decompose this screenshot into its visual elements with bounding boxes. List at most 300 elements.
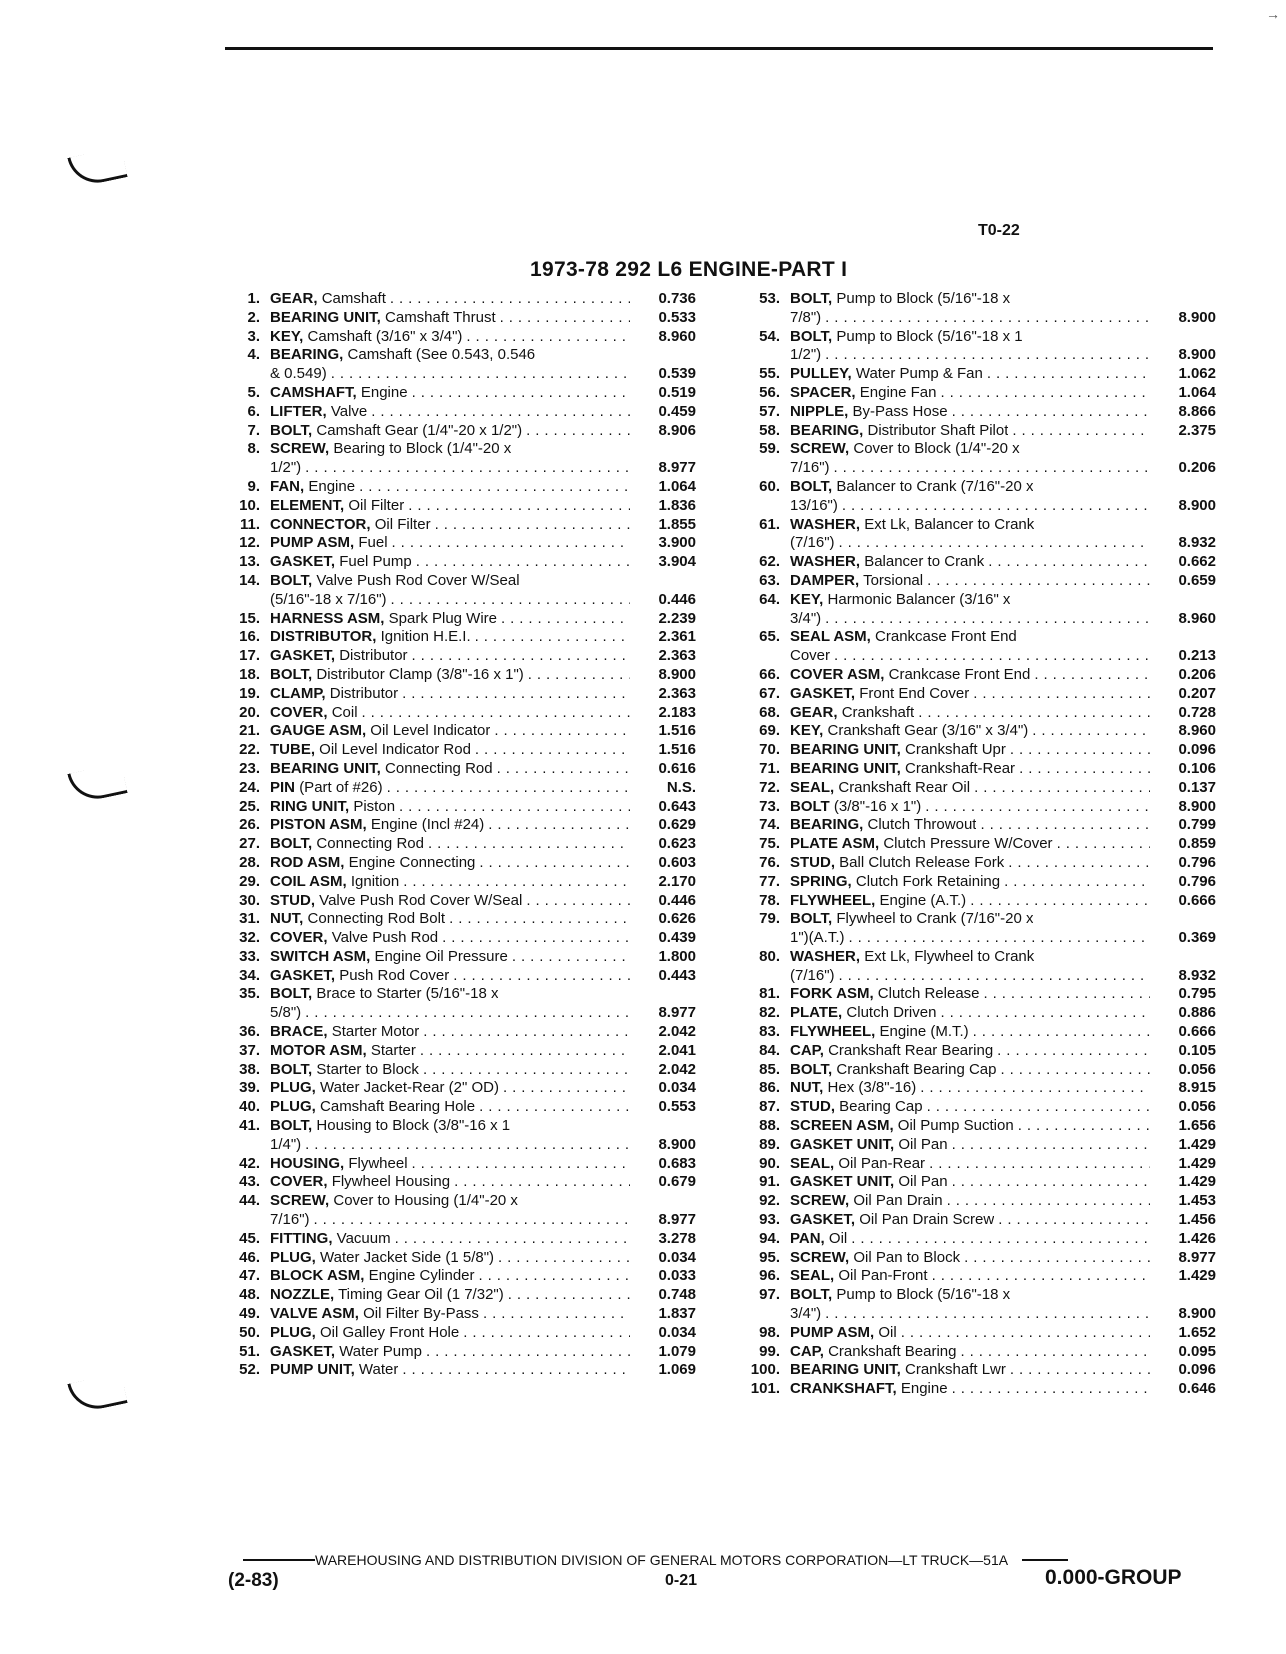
description-text <box>270 685 398 704</box>
description-line <box>270 985 630 1004</box>
description-text <box>790 497 838 516</box>
part-group-number: 0.519 <box>658 383 696 401</box>
part-name: BEARING UNIT, <box>270 308 381 326</box>
part-number: 36. <box>239 1023 260 1041</box>
part-description <box>790 873 1150 892</box>
part-number: 21. <box>239 722 260 740</box>
corner-mark: → <box>1266 6 1280 22</box>
description-text <box>270 365 327 384</box>
part-group-number: 2.042 <box>658 1023 696 1041</box>
part-detail: Connecting Rod Bolt <box>307 910 446 928</box>
description-line <box>790 1042 1150 1061</box>
part-description <box>270 1305 630 1324</box>
description-text <box>790 440 1020 459</box>
description-line <box>790 1079 1150 1098</box>
dot-leader <box>969 1023 1150 1042</box>
description-line <box>270 365 630 384</box>
part-name: GASKET UNIT, <box>790 1173 895 1191</box>
part-group-number: 0.886 <box>1178 1004 1216 1022</box>
part-detail: (7/16") <box>790 534 835 552</box>
part-number: 83. <box>759 1023 780 1041</box>
part-row <box>220 1361 696 1380</box>
dot-leader <box>395 798 630 817</box>
part-row <box>220 967 696 986</box>
part-row <box>740 798 1216 817</box>
part-description <box>270 1343 630 1362</box>
part-detail: Oil Pan <box>898 1173 948 1191</box>
part-detail: 1/2") <box>270 459 302 477</box>
description-text <box>270 290 386 309</box>
part-row <box>220 328 696 347</box>
part-number: 55. <box>759 365 780 383</box>
part-group-number: 2.042 <box>658 1060 696 1078</box>
part-group-number: 0.137 <box>1178 778 1216 796</box>
dot-leader <box>821 309 1150 328</box>
part-group-number: 8.900 <box>1178 797 1216 815</box>
dot-leader <box>471 741 630 760</box>
part-number: 14. <box>239 571 260 589</box>
part-name: SCREW, <box>790 1192 850 1210</box>
part-detail: Oil Pan to Block <box>853 1248 961 1266</box>
part-group-number: 1.855 <box>658 515 696 533</box>
part-detail: Ignition <box>350 872 400 890</box>
part-number: 86. <box>759 1079 780 1097</box>
description-line <box>790 572 1150 591</box>
dot-leader <box>969 685 1150 704</box>
part-name: COVER, <box>270 703 328 721</box>
description-line <box>790 516 1150 535</box>
part-group-number: 0.056 <box>1178 1098 1216 1116</box>
description-text <box>270 553 412 572</box>
description-text <box>270 1324 459 1343</box>
part-description <box>790 722 1150 741</box>
part-detail: Crankshaft <box>841 703 915 721</box>
part-detail: Water Pump & Fan <box>855 365 983 383</box>
part-number: 4. <box>247 346 260 364</box>
part-detail: Harmonic Balancer (3/16" x <box>827 590 1011 608</box>
description-text <box>270 1267 475 1286</box>
part-group-number: 2.239 <box>658 609 696 627</box>
part-detail: (5/16"-18 x 7/16") <box>270 590 387 608</box>
description-text <box>790 1098 923 1117</box>
part-group-number: 1.429 <box>1178 1154 1216 1172</box>
description-text <box>270 309 496 328</box>
part-number: 3. <box>247 327 260 345</box>
description-line <box>790 1098 1150 1117</box>
description-text <box>270 666 524 685</box>
part-group-number: 0.799 <box>1178 816 1216 834</box>
description-line <box>790 1286 1150 1305</box>
part-number: 16. <box>239 628 260 646</box>
description-line <box>270 892 630 911</box>
description-text <box>790 892 966 911</box>
part-row <box>220 1042 696 1061</box>
part-row <box>220 647 696 666</box>
dot-leader <box>475 854 630 873</box>
dot-leader <box>387 591 630 610</box>
part-detail: 1/4") <box>270 1135 302 1153</box>
part-group-number: 1.069 <box>658 1361 696 1379</box>
binder-hole-mark <box>67 147 127 189</box>
dot-leader <box>923 1098 1150 1117</box>
part-group-number: 0.643 <box>658 797 696 815</box>
part-row <box>220 1324 696 1343</box>
part-group-number: 8.977 <box>1178 1248 1216 1266</box>
description-line <box>270 309 630 328</box>
part-row <box>740 328 1216 366</box>
description-text <box>270 1098 475 1117</box>
description-line <box>270 1305 630 1324</box>
part-detail: Balancer to Crank <box>864 553 985 571</box>
description-text <box>790 1324 897 1343</box>
description-line <box>790 628 1150 647</box>
part-name: CAP, <box>790 1342 824 1360</box>
dot-leader <box>419 1061 630 1080</box>
description-line <box>790 892 1150 911</box>
dot-leader <box>956 1343 1150 1362</box>
description-line <box>270 1211 630 1230</box>
part-name: CLAMP, <box>270 684 326 702</box>
dot-leader <box>984 553 1150 572</box>
part-description <box>270 948 630 967</box>
description-line <box>270 516 630 535</box>
part-name: SCREW, <box>270 440 330 458</box>
part-row <box>740 666 1216 685</box>
part-description <box>270 346 630 384</box>
dot-leader <box>475 1098 630 1117</box>
part-group-number: N.S. <box>666 778 696 796</box>
description-text <box>270 835 424 854</box>
description-text <box>270 1361 398 1380</box>
part-number: 11. <box>239 515 260 533</box>
part-description <box>270 779 630 798</box>
dot-leader <box>484 816 630 835</box>
dot-leader <box>1006 1361 1150 1380</box>
dot-leader <box>835 967 1150 986</box>
part-group-number: 2.361 <box>658 628 696 646</box>
part-group-number: 1.064 <box>1178 383 1216 401</box>
description-text <box>790 1380 948 1399</box>
part-row <box>220 948 696 967</box>
part-name: CRANKSHAFT, <box>790 1380 897 1398</box>
description-text <box>790 516 1034 535</box>
description-text <box>790 779 970 798</box>
description-text <box>270 440 511 459</box>
part-description <box>790 591 1150 629</box>
description-text <box>270 798 395 817</box>
part-row <box>740 1343 1216 1362</box>
part-row <box>740 403 1216 422</box>
dot-leader <box>994 1211 1150 1230</box>
dot-leader <box>936 1004 1150 1023</box>
part-number: 101. <box>750 1380 780 1398</box>
part-name: BOLT, <box>270 1117 313 1135</box>
part-detail: & 0.549) <box>270 365 327 383</box>
description-line <box>790 384 1150 403</box>
part-group-number: 1.516 <box>658 741 696 759</box>
part-row <box>220 666 696 685</box>
dot-leader <box>412 553 630 572</box>
description-line <box>270 328 630 347</box>
description-line <box>790 1192 1150 1211</box>
part-name: COVER ASM, <box>790 665 885 683</box>
dot-leader <box>923 572 1150 591</box>
part-name: CAMSHAFT, <box>270 383 357 401</box>
part-group-number: 8.977 <box>658 1211 696 1229</box>
part-row <box>740 1211 1216 1230</box>
date-code: (2-83) <box>228 1570 279 1591</box>
part-group-number: 1.837 <box>658 1305 696 1323</box>
description-text <box>270 1079 499 1098</box>
description-line <box>790 948 1150 967</box>
part-number: 51. <box>239 1342 260 1360</box>
description-text <box>790 967 835 986</box>
dot-leader <box>508 948 630 967</box>
part-number: 43. <box>239 1173 260 1191</box>
part-name: GASKET, <box>270 1342 336 1360</box>
part-number: 35. <box>239 985 260 1003</box>
part-name: BEARING, <box>270 346 344 364</box>
part-description <box>270 854 630 873</box>
part-group-number: 8.915 <box>1178 1079 1216 1097</box>
part-description <box>790 1211 1150 1230</box>
part-number: 13. <box>239 553 260 571</box>
part-group-number: 0.539 <box>658 365 696 383</box>
part-name: PUMP ASM, <box>270 534 355 552</box>
part-name: BRACE, <box>270 1023 328 1041</box>
part-number: 2. <box>247 308 260 326</box>
part-name: BOLT, <box>270 1060 313 1078</box>
part-row <box>740 516 1216 554</box>
part-detail: Camshaft Gear (1/4"-20 x 1/2") <box>316 421 523 439</box>
description-text <box>790 346 821 365</box>
description-line <box>270 1267 630 1286</box>
description-line <box>790 290 1150 309</box>
description-line <box>270 1286 630 1305</box>
description-text <box>790 910 1033 929</box>
part-group-number: 0.096 <box>1178 1361 1216 1379</box>
part-name: SCREW, <box>790 1248 850 1266</box>
description-line <box>790 478 1150 497</box>
footer-rule <box>243 1559 315 1561</box>
part-row <box>740 1192 1216 1211</box>
description-line <box>270 422 630 441</box>
part-description <box>270 1173 630 1192</box>
part-number: 52. <box>239 1361 260 1379</box>
part-name: BOLT, <box>270 835 313 853</box>
description-text <box>790 1249 960 1268</box>
description-line <box>270 910 630 929</box>
part-name: LIFTER, <box>270 402 327 420</box>
part-description <box>270 1230 630 1249</box>
description-line <box>790 816 1150 835</box>
description-text <box>270 1004 301 1023</box>
part-description <box>270 892 630 911</box>
part-detail: Cover to Block (1/4"-20 x <box>853 440 1020 458</box>
dot-leader <box>835 534 1150 553</box>
dot-leader <box>522 422 630 441</box>
part-row <box>220 704 696 723</box>
description-line <box>270 1117 630 1136</box>
description-line <box>790 1117 1150 1136</box>
description-line <box>270 591 630 610</box>
part-name: HOUSING, <box>270 1154 345 1172</box>
part-detail: Camshaft (3/16" x 3/4") <box>307 327 463 345</box>
dot-leader <box>493 760 630 779</box>
part-row <box>740 854 1216 873</box>
part-number: 22. <box>239 741 260 759</box>
dot-leader <box>355 478 630 497</box>
part-group-number: 8.900 <box>658 665 696 683</box>
part-name: BOLT, <box>270 421 313 439</box>
part-number: 67. <box>759 684 780 702</box>
description-line <box>270 741 630 760</box>
description-text <box>270 422 522 441</box>
part-detail: 1")(A.T.) <box>790 929 845 947</box>
part-description <box>270 1192 630 1230</box>
part-group-number: 0.662 <box>1178 553 1216 571</box>
part-number: 80. <box>759 947 780 965</box>
part-number: 53. <box>759 290 780 307</box>
description-text <box>790 1004 936 1023</box>
dot-leader <box>408 647 630 666</box>
part-detail: Vacuum <box>336 1229 391 1247</box>
dot-leader <box>310 1211 630 1230</box>
part-description <box>270 1023 630 1042</box>
part-detail: Oil Filter <box>348 496 405 514</box>
part-detail: (7/16") <box>790 966 835 984</box>
description-text <box>270 704 358 723</box>
part-group-number: 0.369 <box>1178 929 1216 947</box>
description-text <box>790 929 845 948</box>
dot-leader <box>821 346 1150 365</box>
description-line <box>270 459 630 478</box>
description-text <box>790 422 1008 441</box>
part-group-number: 0.796 <box>1178 853 1216 871</box>
part-group-number: 0.459 <box>658 402 696 420</box>
description-text <box>270 779 383 798</box>
part-row <box>220 1305 696 1324</box>
part-name: WASHER, <box>790 515 861 533</box>
part-description <box>790 1117 1150 1136</box>
description-text <box>790 760 1015 779</box>
description-text <box>270 497 404 516</box>
dot-leader <box>494 1249 630 1268</box>
description-line <box>270 1061 630 1080</box>
part-group-number: 0.034 <box>658 1079 696 1097</box>
description-line <box>270 1079 630 1098</box>
part-row <box>220 1079 696 1098</box>
description-line <box>790 1004 1150 1023</box>
dot-leader <box>462 328 630 347</box>
part-name: MOTOR ASM, <box>270 1041 367 1059</box>
part-name: STUD, <box>790 1098 835 1116</box>
part-description <box>790 478 1150 516</box>
part-number: 84. <box>759 1041 780 1059</box>
description-text <box>270 346 535 365</box>
part-description <box>270 741 630 760</box>
part-number: 5. <box>247 383 260 401</box>
part-number: 27. <box>239 835 260 853</box>
description-line <box>790 1211 1150 1230</box>
description-text <box>270 1023 419 1042</box>
footer-rule <box>1022 1559 1068 1561</box>
description-text <box>270 854 475 873</box>
description-line <box>270 610 630 629</box>
description-line <box>270 760 630 779</box>
part-row <box>220 346 696 384</box>
part-name: GASKET, <box>790 684 856 702</box>
part-number: 17. <box>239 647 260 665</box>
description-line <box>270 816 630 835</box>
dot-leader <box>522 892 630 911</box>
dot-leader <box>422 1343 630 1362</box>
part-name: VALVE ASM, <box>270 1305 359 1323</box>
part-number: 88. <box>759 1117 780 1135</box>
part-name: SEAL, <box>790 1154 835 1172</box>
part-row <box>740 948 1216 986</box>
description-text <box>270 985 498 1004</box>
description-text <box>270 948 508 967</box>
part-row <box>220 1267 696 1286</box>
dot-leader <box>970 779 1150 798</box>
part-name: RING UNIT, <box>270 797 350 815</box>
part-description <box>790 1192 1150 1211</box>
dot-leader <box>424 835 630 854</box>
part-name: BOLT, <box>270 665 313 683</box>
part-detail: Timing Gear Oil (1 7/32") <box>338 1286 504 1304</box>
part-group-number: 0.533 <box>658 308 696 326</box>
description-line <box>270 440 630 459</box>
part-name: DISTRIBUTOR, <box>270 628 377 646</box>
part-detail: Oil <box>828 1229 848 1247</box>
part-number: 66. <box>759 665 780 683</box>
part-name: BOLT, <box>790 477 833 495</box>
description-line <box>790 365 1150 384</box>
part-detail: Distributor <box>339 647 408 665</box>
part-name: PLATE ASM, <box>790 835 880 853</box>
part-name: NUT, <box>270 910 304 928</box>
part-row <box>740 591 1216 629</box>
part-name: TUBE, <box>270 741 315 759</box>
part-row <box>740 1380 1216 1399</box>
description-line <box>270 384 630 403</box>
description-line <box>790 685 1150 704</box>
part-description <box>270 835 630 854</box>
part-number: 96. <box>759 1267 780 1285</box>
part-description <box>270 553 630 572</box>
part-row <box>220 384 696 403</box>
part-detail: 3/4") <box>790 1305 822 1323</box>
part-number: 62. <box>759 553 780 571</box>
part-description <box>270 1079 630 1098</box>
part-name: PAN, <box>790 1229 825 1247</box>
part-row <box>740 760 1216 779</box>
part-group-number: 1.656 <box>1178 1117 1216 1135</box>
description-line <box>270 290 630 309</box>
description-text <box>790 1117 1014 1136</box>
part-group-number: 0.728 <box>1178 703 1216 721</box>
part-row <box>220 422 696 441</box>
part-description <box>270 685 630 704</box>
part-name: SCREW, <box>270 1192 330 1210</box>
part-row <box>220 1343 696 1362</box>
description-text <box>270 572 520 591</box>
description-text <box>790 591 1010 610</box>
part-description <box>790 835 1150 854</box>
description-line <box>790 1249 1150 1268</box>
dot-leader <box>404 497 630 516</box>
